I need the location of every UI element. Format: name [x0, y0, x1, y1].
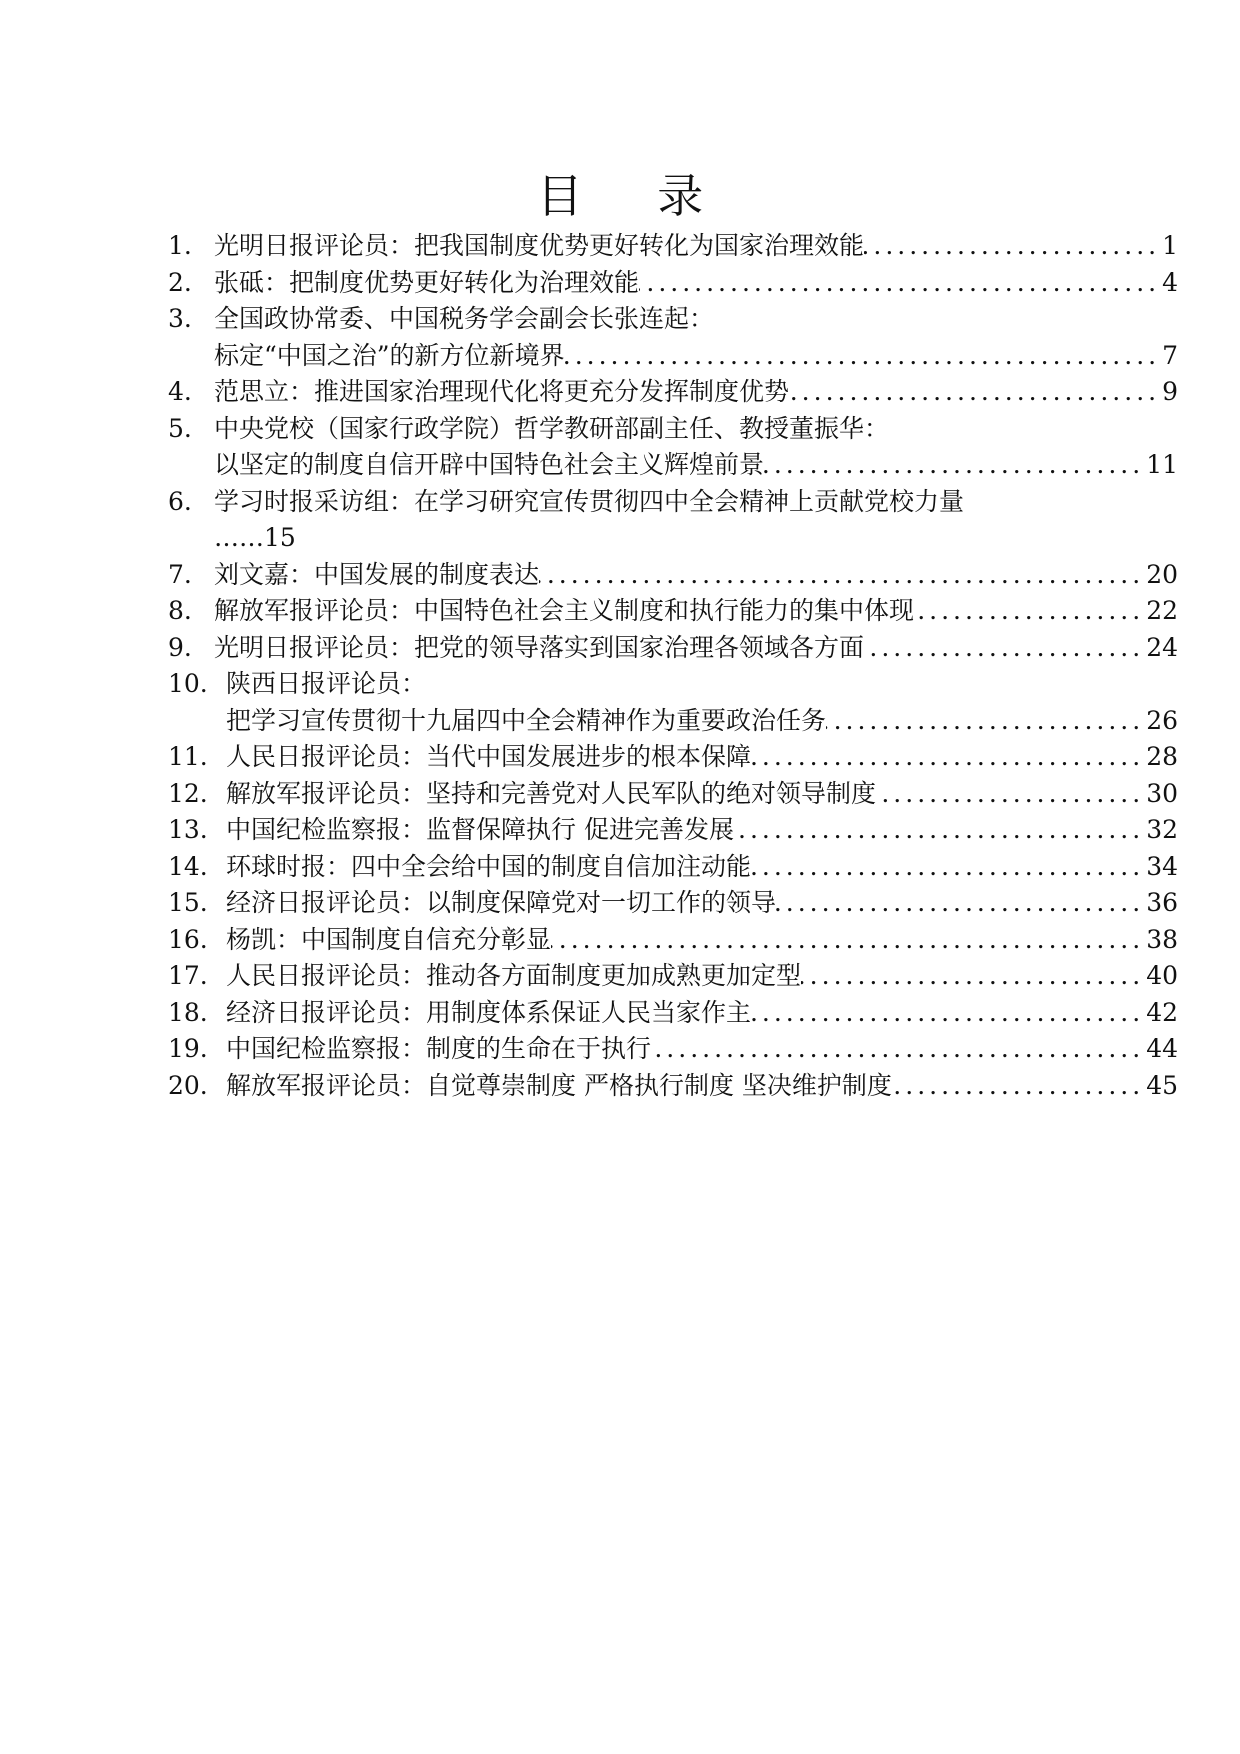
entry-number: 2.: [168, 267, 192, 297]
entry-title: 环球时报：四中全会给中国的制度自信加注动能: [226, 851, 752, 881]
toc-entry-7[interactable]: [168, 557, 1178, 594]
entry-number: 13.: [168, 815, 208, 844]
dot-leader: [651, 1031, 1146, 1068]
toc-entry-5-continuation[interactable]: [168, 447, 1178, 484]
dot-leader: [776, 885, 1146, 922]
entry-number: 15.: [168, 888, 208, 917]
entry-number: 1.: [168, 231, 192, 260]
entry-title-line2: ……15: [214, 523, 296, 552]
dot-leader: [892, 1068, 1146, 1105]
entry-number: 20.: [168, 1070, 208, 1100]
entry-number: 9.: [168, 632, 192, 662]
entry-page-number: 38: [1146, 924, 1178, 954]
dot-leader: [864, 228, 1162, 265]
entry-title: 人民日报评论员：当代中国发展进步的根本保障: [226, 742, 752, 771]
entry-title-line1: 中央党校（国家行政学院）哲学教研部副主任、教授董振华：: [214, 413, 890, 443]
entry-title-line1: 学习时报采访组：在学习研究宣传贯彻四中全会精神上贡献党校力量: [214, 486, 965, 516]
entry-page-number: 20: [1146, 559, 1178, 589]
toc-title: 目 录: [536, 169, 734, 223]
entry-title: 张砥：把制度优势更好转化为治理效能: [214, 267, 640, 297]
entry-page-number: 34: [1146, 851, 1178, 881]
entry-page-number: 42: [1146, 997, 1178, 1027]
entry-title: 解放军报评论员：坚持和完善党对人民军队的绝对领导制度: [226, 778, 877, 808]
dot-leader: [751, 739, 1146, 776]
entry-title: 中国纪检监察报：制度的生命在于执行: [226, 1034, 652, 1063]
entry-number: 16.: [168, 924, 208, 954]
toc-entry-3-continuation[interactable]: [168, 338, 1178, 375]
entry-title: 解放军报评论员：自觉尊崇制度 严格执行制度 坚决维护制度: [226, 1070, 892, 1100]
dot-leader: [876, 776, 1146, 813]
entry-page-number: 45: [1146, 1070, 1178, 1100]
entry-page-number: 22: [1146, 596, 1178, 625]
entry-page-number: 1: [1162, 231, 1178, 260]
entry-page-number: 32: [1146, 815, 1178, 844]
toc-entry-14[interactable]: [168, 849, 1178, 886]
entry-number: 19.: [168, 1034, 208, 1063]
toc-entry-18[interactable]: [168, 995, 1178, 1032]
entry-title: 中国纪检监察报：监督保障执行 促进完善发展: [226, 815, 734, 844]
toc-entry-6-continuation[interactable]: [168, 520, 1178, 557]
toc-entry-15[interactable]: [168, 885, 1178, 922]
toc-entry-6[interactable]: [168, 484, 1178, 521]
entry-title: 标定“中国之治”的新方位新境界: [214, 340, 565, 370]
toc-entry-11[interactable]: [168, 739, 1178, 776]
entry-number: 12.: [168, 778, 208, 808]
toc-entry-13[interactable]: [168, 812, 1178, 849]
toc-entry-3[interactable]: [168, 301, 1178, 338]
entry-page-number: 40: [1146, 961, 1178, 990]
dot-leader: [789, 374, 1162, 411]
entry-page-number: 7: [1162, 340, 1178, 370]
dot-leader: [864, 630, 1146, 667]
entry-title: 把学习宣传贯彻十九届四中全会精神作为重要政治任务: [226, 705, 827, 735]
entry-page-number: 24: [1146, 632, 1178, 662]
entry-title: 经济日报评论员：用制度体系保证人民当家作主: [226, 997, 752, 1027]
entry-page-number: 28: [1146, 742, 1178, 771]
entry-number: 14.: [168, 851, 208, 881]
entry-number: 18.: [168, 997, 208, 1027]
entry-number: 8.: [168, 596, 192, 625]
entry-number: 10.: [168, 669, 208, 698]
toc-entry-8[interactable]: [168, 593, 1178, 630]
entry-page-number: 44: [1146, 1034, 1178, 1063]
entry-title: 以坚定的制度自信开辟中国特色社会主义辉煌前景: [214, 450, 765, 479]
entry-title: 人民日报评论员：推动各方面制度更加成熟更加定型: [226, 961, 802, 990]
entry-title-line1: 全国政协常委、中国税务学会副会长张连起：: [214, 304, 715, 333]
dot-leader: [914, 593, 1146, 630]
entry-title: 刘文嘉：中国发展的制度表达: [214, 559, 540, 589]
toc-entry-2[interactable]: [168, 265, 1178, 302]
entry-number: 5.: [168, 413, 192, 443]
toc-entry-1[interactable]: [168, 228, 1178, 265]
entry-number: 7.: [168, 559, 192, 589]
entry-page-number: 30: [1146, 778, 1178, 808]
entry-title: 杨凯：中国制度自信充分彰显: [226, 924, 552, 954]
toc-entry-19[interactable]: [168, 1031, 1178, 1068]
toc-entry-16[interactable]: [168, 922, 1178, 959]
dot-leader: [764, 447, 1146, 484]
dot-leader: [565, 338, 1163, 375]
dot-leader: [801, 958, 1146, 995]
dot-leader: [539, 557, 1146, 594]
entry-page-number: 26: [1146, 705, 1178, 735]
toc-entry-10-continuation[interactable]: [168, 703, 1178, 740]
entry-page-number: 9: [1162, 377, 1178, 406]
entry-number: 4.: [168, 377, 192, 406]
toc-entry-5[interactable]: [168, 411, 1178, 448]
entry-title: 光明日报评论员：把我国制度优势更好转化为国家治理效能: [214, 231, 865, 260]
entry-title-line1: 陕西日报评论员：: [226, 669, 427, 698]
entry-title: 范思立：推进国家治理现代化将更充分发挥制度优势: [214, 377, 790, 406]
toc-entry-4[interactable]: [168, 374, 1178, 411]
entry-page-number: 4: [1162, 267, 1178, 297]
toc-entry-17[interactable]: [168, 958, 1178, 995]
entry-title: 经济日报评论员：以制度保障党对一切工作的领导: [226, 888, 777, 917]
entry-title: 解放军报评论员：中国特色社会主义制度和执行能力的集中体现: [214, 596, 915, 625]
entry-page-number: 11: [1146, 450, 1178, 479]
entry-title: 光明日报评论员：把党的领导落实到国家治理各领域各方面: [214, 632, 865, 662]
toc-entry-10[interactable]: [168, 666, 1178, 703]
dot-leader: [639, 265, 1162, 302]
entry-number: 6.: [168, 486, 192, 516]
toc-entry-9[interactable]: [168, 630, 1178, 667]
entry-number: 11.: [168, 742, 208, 771]
dot-leader: [734, 812, 1146, 849]
entry-number: 3.: [168, 304, 192, 333]
dot-leader: [751, 995, 1146, 1032]
entry-page-number: 36: [1146, 888, 1178, 917]
dot-leader: [551, 922, 1146, 959]
dot-leader: [826, 703, 1146, 740]
dot-leader: [751, 849, 1146, 886]
table-of-contents: [168, 228, 1178, 1104]
entry-number: 17.: [168, 961, 208, 990]
toc-entry-20[interactable]: [168, 1068, 1178, 1105]
toc-entry-12[interactable]: [168, 776, 1178, 813]
